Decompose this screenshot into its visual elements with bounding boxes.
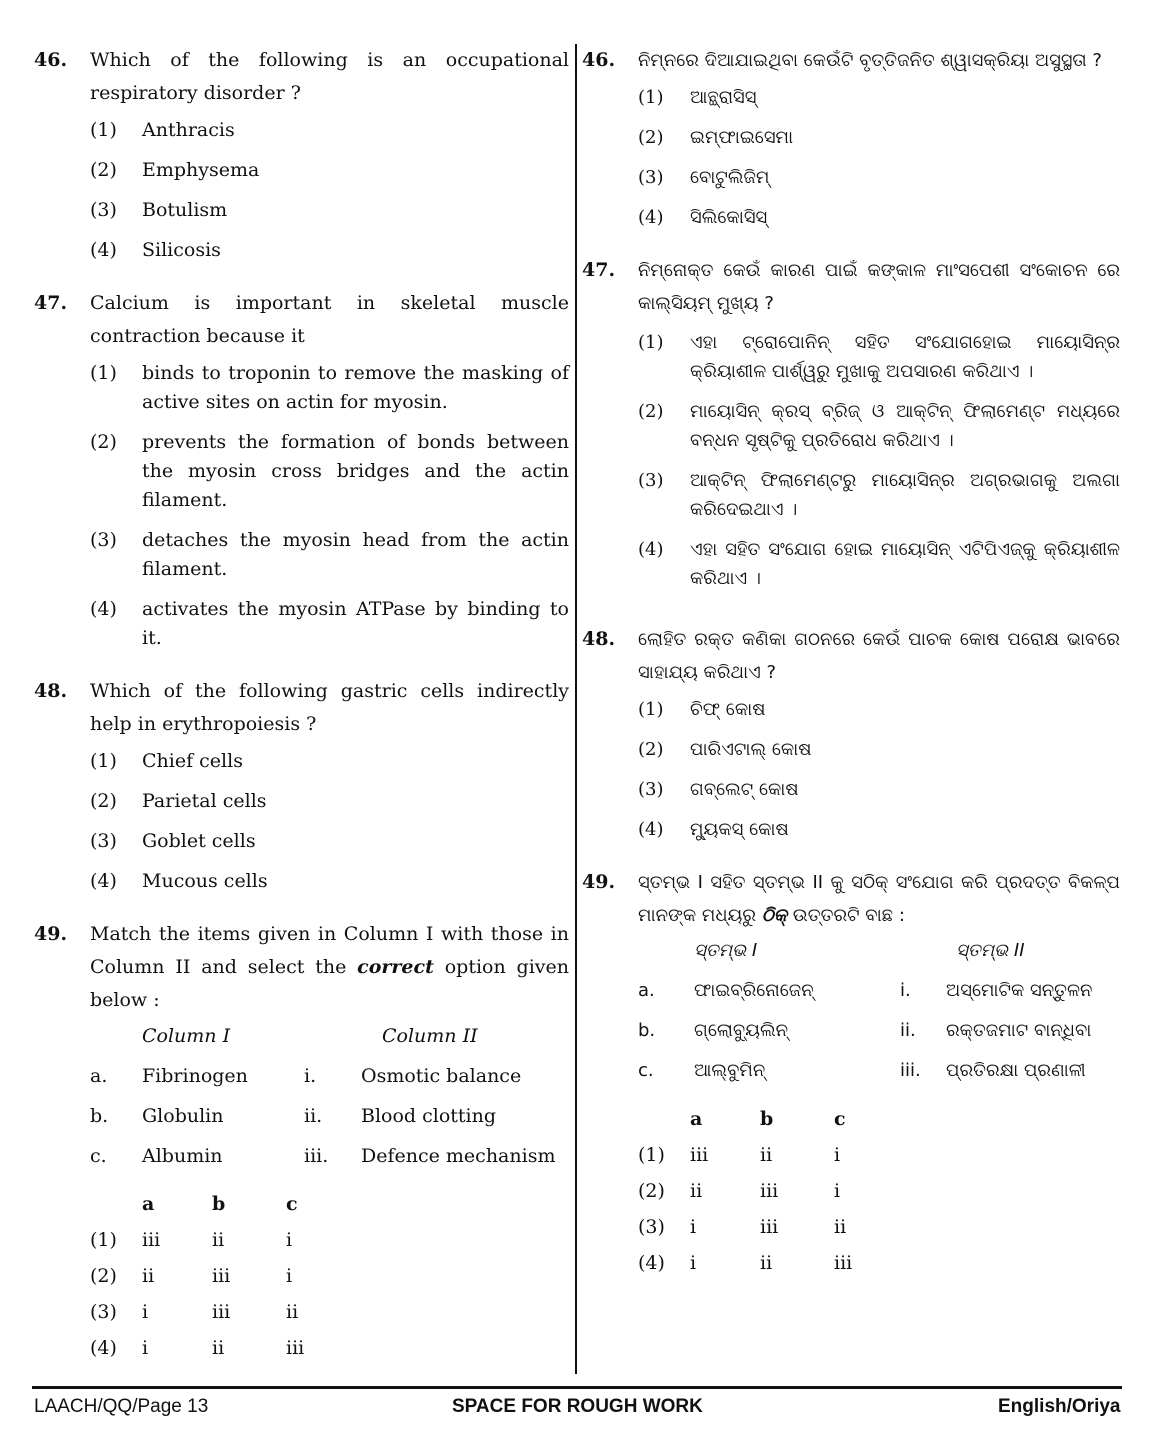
option: (3) ବୋଟୁଲିଜିମ୍ — [638, 167, 770, 188]
question-number: 48. — [34, 680, 68, 702]
question-49 — [34, 918, 569, 1017]
footer-rule — [32, 1386, 1122, 1389]
question-47 — [582, 254, 1120, 320]
question-number: 46. — [582, 49, 616, 71]
answer-row: (3) i iii ii — [90, 1301, 299, 1323]
match-row: c. ଆଲ୍‌ବୁମିନ୍ iii. ପ୍ରତିରକ୍ଷା ପ୍ରଣାଳୀ — [638, 1060, 1086, 1081]
option: (1) Chief cells — [90, 750, 243, 772]
question-47 — [34, 287, 569, 353]
question-number: 48. — [582, 628, 616, 650]
question-text: Which of the following is an occupational respiratory disorder ? — [90, 49, 569, 104]
answer-row: (2) ii iii i — [90, 1265, 293, 1287]
answer-header: a b c — [690, 1108, 846, 1130]
answer-row: (2) ii iii i — [638, 1180, 841, 1202]
question-46 — [34, 44, 569, 110]
option: (2) ପାରିଏଟାଲ୍ କୋଷ — [638, 739, 812, 760]
question-text: Calcium is important in skeletal muscle contraction because it — [90, 292, 569, 347]
option: (3) detaches the myosin head from the actin filament. — [90, 529, 569, 580]
option: (2) Emphysema — [90, 159, 260, 181]
column-divider — [575, 44, 577, 1374]
option: (4) ଏହା ସହିତ ସଂଯୋଗ ହୋଇ ମାୟୋସିନ୍ ଏଟିପିଏଜ୍‌କୁ କ୍ରିୟାଶୀଳ କରିଥାଏ । — [638, 539, 1120, 589]
question-text: Match the items given in Column I with those in Column II and select the correct option given below : — [90, 923, 569, 1011]
option: (4) Mucous cells — [90, 870, 268, 892]
english-column — [34, 44, 569, 1373]
question-48 — [34, 675, 569, 741]
option: (3) ଗବ୍‌ଲେଟ୍ କୋଷ — [638, 779, 799, 800]
question-text: Which of the following gastric cells indirectly help in erythropoiesis ? — [90, 680, 569, 735]
answer-table — [638, 1108, 1120, 1288]
match-table — [90, 1025, 569, 1185]
question-46 — [582, 44, 1120, 77]
question-number: 47. — [582, 259, 616, 281]
footer-language: English/Oriya — [998, 1396, 1121, 1417]
answer-row: (4) i ii iii — [638, 1252, 853, 1274]
answer-row: (4) i ii iii — [90, 1337, 305, 1359]
option: (4) ମ୍ୟୁକସ୍ କୋଷ — [638, 819, 789, 840]
question-number: 47. — [34, 292, 68, 314]
option: (4) Silicosis — [90, 239, 221, 261]
match-row: c. Albumin iii. Defence mechanism — [90, 1145, 556, 1167]
option: (1) ଚିଫ୍ କୋଷ — [638, 699, 766, 720]
answer-row: (3) i iii ii — [638, 1216, 847, 1238]
option: (2) ମାୟୋସିନ୍ କ୍ରସ୍ ବ୍ରିଜ୍ ଓ ଆକ୍ଟିନ୍ ଫିଲାମେଣ୍ଟ ମଧ୍ୟରେ ବନ୍ଧନ ସୃଷ୍ଟିକୁ ପ୍ରତିରୋଧ କରିଥାଏ । — [638, 401, 1120, 451]
question-text: ନିମ୍ନୋକ୍ତ କେଉଁ କାରଣ ପାଇଁ କଙ୍କାଳ ମାଂସପେଶୀ ସଂକୋଚନ ରେ କାଲ୍‌ସିୟମ୍ ମୁଖ୍ୟ ? — [638, 260, 1120, 314]
match-row: a. Fibrinogen i. Osmotic balance — [90, 1065, 522, 1087]
question-48 — [582, 623, 1120, 689]
question-number: 49. — [582, 871, 616, 893]
option: (2) Parietal cells — [90, 790, 267, 812]
match-header: Column I Column II — [142, 1025, 478, 1047]
option: (2) prevents the formation of bonds between the myosin cross bridges and the actin filament. — [90, 431, 569, 511]
answer-row: (1) iii ii i — [90, 1229, 293, 1251]
option: (3) Botulism — [90, 199, 228, 221]
option: (1) Anthracis — [90, 119, 235, 141]
match-row: b. Globulin ii. Blood clotting — [90, 1105, 497, 1127]
match-row: b. ଗ୍ଲୋବ୍ୟୁଲିନ୍ ii. ରକ୍ତଜମାଟ ବାନ୍ଧିବା — [638, 1020, 1092, 1041]
option: (1) binds to troponin to remove the masking of active sites on actin for myosin. — [90, 362, 569, 413]
option: (4) ସିଲିକୋସିସ୍ — [638, 207, 768, 228]
question-text: ଲୋହିତ ରକ୍ତ କଣିକା ଗଠନରେ କେଉଁ ପାଚକ କୋଷ ପରୋକ୍ଷ ଭାବରେ ସାହାଯ୍ୟ କରିଥାଏ ? — [638, 629, 1120, 683]
option: (4) activates the myosin ATPase by binding to it. — [90, 598, 569, 649]
match-table — [638, 940, 1120, 1100]
answer-row: (1) iii ii i — [638, 1144, 841, 1166]
question-number: 46. — [34, 49, 68, 71]
footer-page-id: LAACH/QQ/Page 13 — [34, 1396, 209, 1417]
option: (1) ଆନ୍ଥ୍ରାସିସ୍ — [638, 87, 757, 108]
match-header: ସ୍ତମ୍ଭ I ସ୍ତମ୍ଭ II — [694, 940, 1025, 961]
option: (1) ଏହା ଟ୍ରୋପୋନିନ୍ ସହିତ ସଂଯୋଗହୋଇ ମାୟୋସିନ୍‌ର କ୍ରିୟାଶୀଳ ପାର୍ଶ୍ୱରୁ ମୁଖାକୁ ଅପସାରଣ କରିଥାଏ । — [638, 332, 1120, 382]
question-text: ସ୍ତମ୍ଭ I ସହିତ ସ୍ତମ୍ଭ II କୁ ସଠିକ୍ ସଂଯୋଗ କରି ପ୍ରଦତ୍ତ ବିକଳ୍ପ ମାନଙ୍କ ମଧ୍ୟରୁ ଠିକ୍ ଉତ୍ତରଟି ବାଛ : — [638, 872, 1120, 926]
option: (3) ଆକ୍ଟିନ୍ ଫିଲାମେଣ୍ଟରୁ ମାୟୋସିନ୍‌ର ଅଗ୍ରଭାଗକୁ ଅଲଗା କରିଦେଇଥାଏ । — [638, 470, 1120, 520]
footer-rough-work: SPACE FOR ROUGH WORK — [452, 1396, 703, 1417]
option: (2) ଇମ୍ଫାଇସେମା — [638, 127, 794, 148]
question-number: 49. — [34, 923, 68, 945]
answer-table — [90, 1193, 569, 1373]
option: (3) Goblet cells — [90, 830, 256, 852]
oriya-column — [582, 44, 1120, 1288]
match-row: a. ଫାଇବ୍ରିନୋଜେନ୍ i. ଅସ୍ମୋଟିକ ସନ୍ତୁଳନ — [638, 980, 1093, 1001]
question-49 — [582, 866, 1120, 932]
answer-header: a b c — [142, 1193, 298, 1215]
question-text: ନିମ୍ନରେ ଦିଆଯାଇଥିବା କେଉଁଟି ବୃତ୍ତିଜନିତ ଶ୍ୱାସକ୍ରିୟା ଅସୁସ୍ଥତା ? — [638, 50, 1102, 71]
